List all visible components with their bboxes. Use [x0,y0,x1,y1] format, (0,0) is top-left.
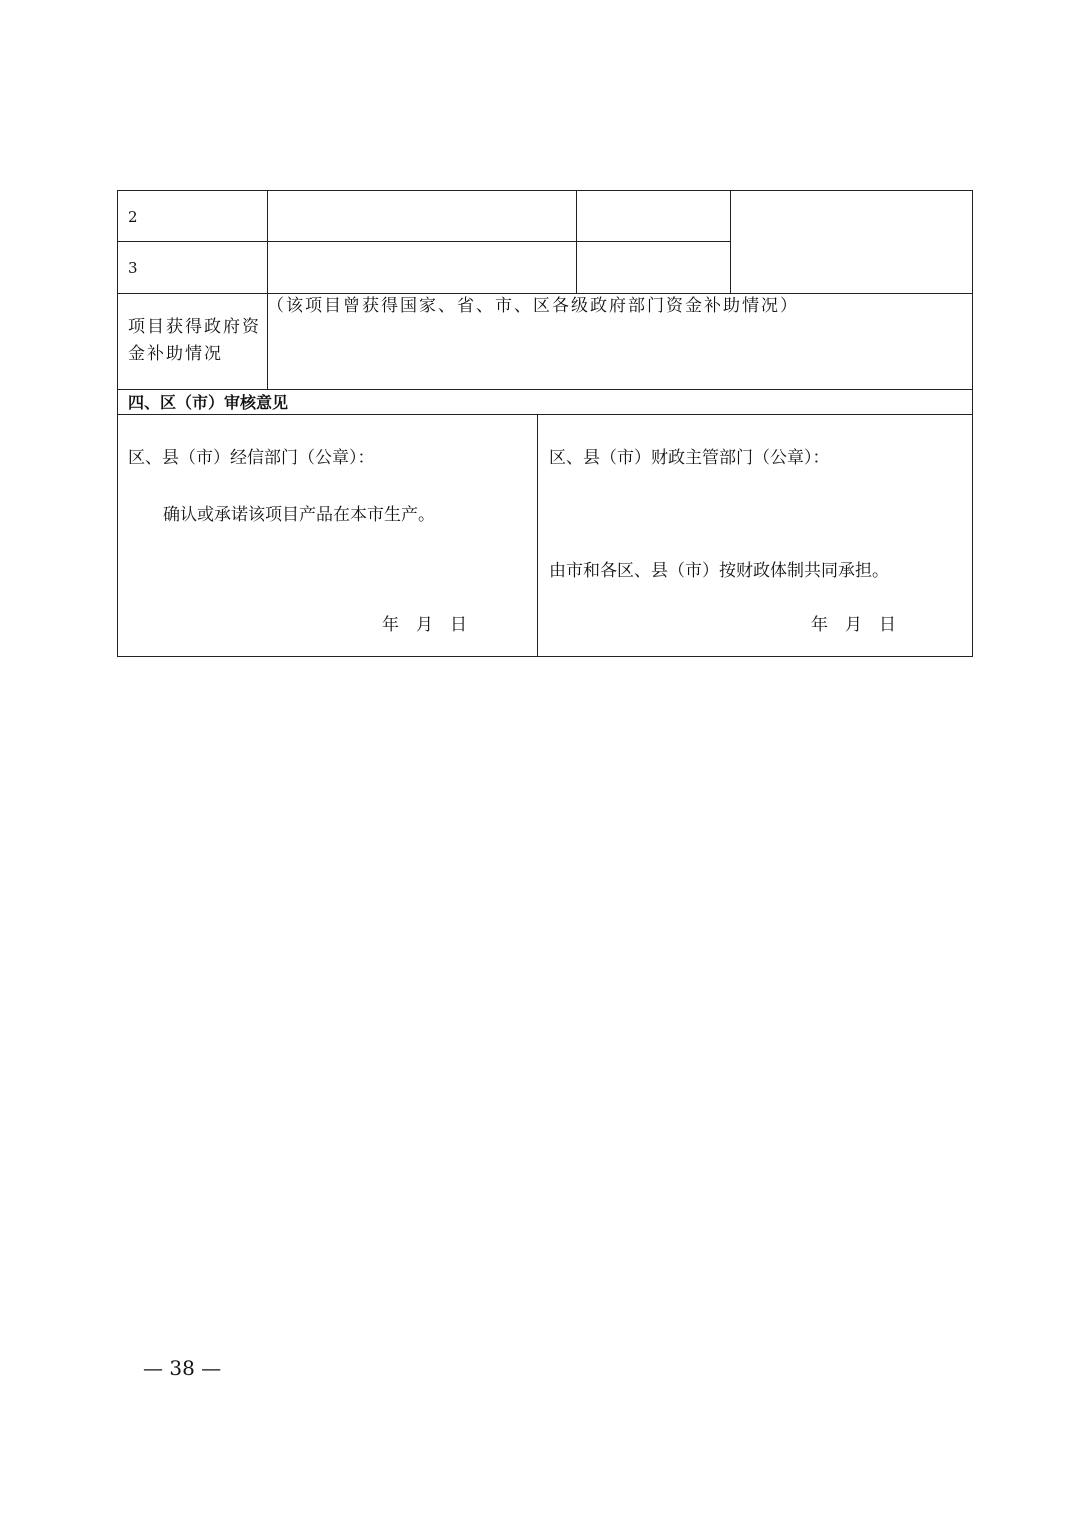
subsidy-label: 金补助情况 [128,344,223,364]
column-divider [537,414,538,657]
left-panel-heading: 区、县（市）经信部门（公章）： [128,448,375,468]
section-title: 四、区（市）审核意见 [128,393,289,412]
page-number: — 38 — [143,1356,222,1380]
row-index: 3 [128,259,138,277]
row-divider [117,293,973,294]
subsidy-hint: （该项目曾获得国家、省、市、区各级政府部门资金补助情况） [267,296,799,316]
column-divider [730,190,731,293]
review-form-table [117,190,973,657]
row-divider [117,389,973,390]
column-divider [267,190,268,389]
right-panel-date: 年 月 日 [811,615,896,635]
right-panel-heading: 区、县（市）财政主管部门（公章）： [549,448,830,468]
subsidy-label: 项目获得政府资 [128,317,261,337]
row-divider [117,241,730,242]
row-index: 2 [128,208,138,226]
table-border [117,190,973,657]
column-divider [576,190,577,293]
left-panel-date: 年 月 日 [382,615,467,635]
row-divider [117,414,973,415]
left-panel-statement: 确认或承诺该项目产品在本市生产。 [163,505,435,525]
right-panel-statement: 由市和各区、县（市）按财政体制共同承担。 [549,561,889,581]
